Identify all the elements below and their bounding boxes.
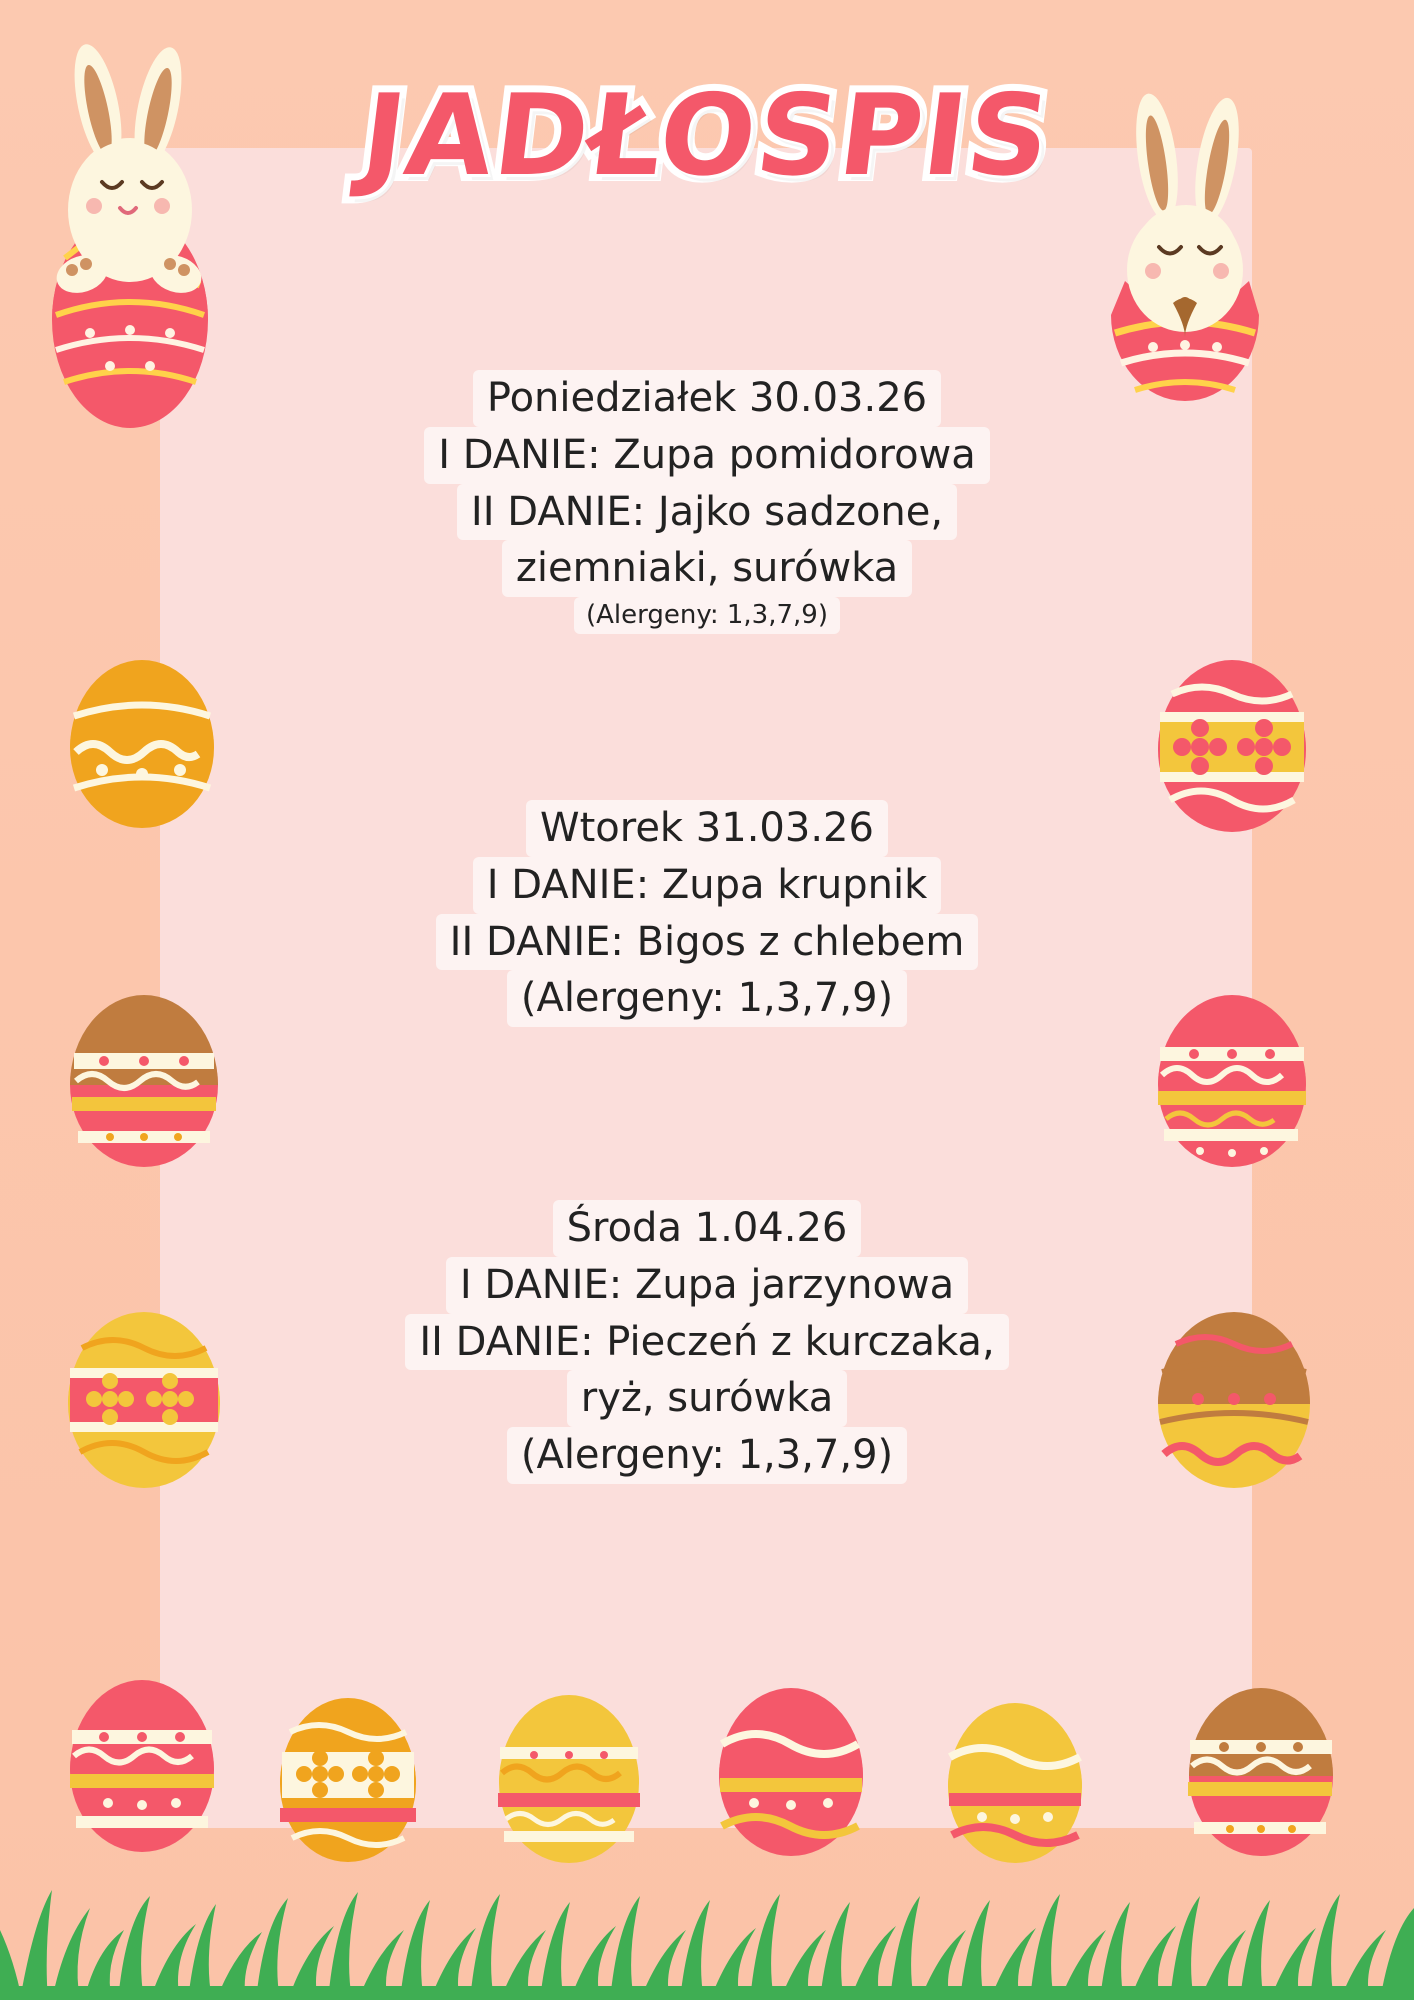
menu-course-2: II DANIE: Pieczeń z kurczaka, (327, 1314, 1087, 1371)
egg-yellow-flower-left (60, 1272, 228, 1494)
menu-allergens: (Alergeny: 1,3,7,9) (327, 1427, 1087, 1484)
egg-orange-wave-left (62, 620, 222, 834)
menu-block-tuesday (327, 800, 1087, 1027)
page-title-wrap (0, 71, 1414, 201)
menu-course-2-cont: ziemniaki, surówka (327, 540, 1087, 597)
egg-yellow-wave-right (1150, 1272, 1318, 1494)
menu-course-2-cont: ryż, surówka (327, 1370, 1087, 1427)
menu-course-2: II DANIE: Bigos z chlebem (327, 914, 1087, 971)
menu-course-1: I DANIE: Zupa pomidorowa (327, 427, 1087, 484)
page-title: JADŁOSPIS (355, 71, 1059, 201)
menu-allergens: (Alergeny: 1,3,7,9) (327, 970, 1087, 1027)
menu-day-label: Środa 1.04.26 (327, 1200, 1087, 1257)
grass-decoration (0, 1800, 1414, 2000)
egg-red-flower-right (1148, 620, 1316, 839)
menu-block-monday (327, 370, 1087, 634)
menu-course-1: I DANIE: Zupa krupnik (327, 857, 1087, 914)
menu-block-wednesday (327, 1200, 1087, 1484)
egg-red-lace-right (1150, 955, 1315, 1174)
menu-day-label: Poniedziałek 30.03.26 (327, 370, 1087, 427)
menu-course-1: I DANIE: Zupa jarzynowa (327, 1257, 1087, 1314)
menu-day-label: Wtorek 31.03.26 (327, 800, 1087, 857)
menu-allergens: (Alergeny: 1,3,7,9) (327, 597, 1087, 633)
egg-red-striped-left (62, 955, 227, 1174)
menu-course-2: II DANIE: Jajko sadzone, (327, 484, 1087, 541)
